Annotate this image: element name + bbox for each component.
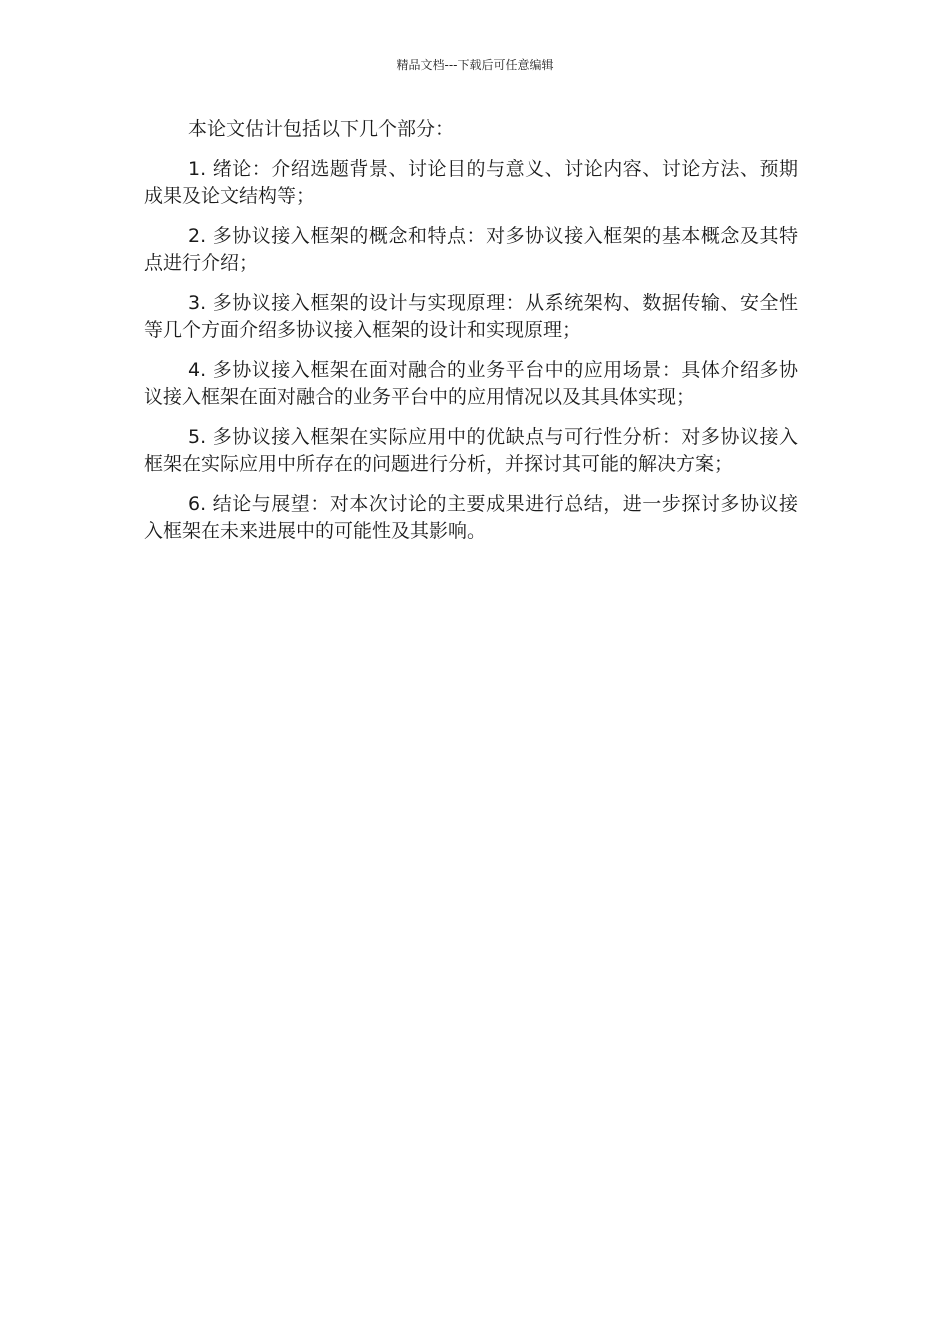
document-body [144, 116, 798, 558]
intro-paragraph: 本论文估计包括以下几个部分： [188, 118, 455, 140]
list-item-1: 1. 绪论：介绍选题背景、讨论目的与意义、讨论内容、讨论方法、预期成果及论文结构等； [144, 158, 798, 207]
list-item-3: 3. 多协议接入框架的设计与实现原理：从系统架构、数据传输、安全性等几个方面介绍多协议接入框架的设计和实现原理； [144, 292, 798, 341]
page-header: 精品文档---下载后可任意编辑 [396, 58, 554, 72]
list-item-5: 5. 多协议接入框架在实际应用中的优缺点与可行性分析：对多协议接入框架在实际应用中所存在的问题进行分析，并探讨其可能的解决方案； [144, 426, 798, 475]
list-item-4: 4. 多协议接入框架在面对融合的业务平台中的应用场景：具体介绍多协议接入框架在面对融合的业务平台中的应用情况以及其具体实现； [144, 359, 798, 408]
list-item-6: 6. 结论与展望：对本次讨论的主要成果进行总结，进一步探讨多协议接入框架在未来进展中的可能性及其影响。 [144, 493, 798, 542]
list-item-2: 2. 多协议接入框架的概念和特点：对多协议接入框架的基本概念及其特点进行介绍； [144, 225, 798, 274]
